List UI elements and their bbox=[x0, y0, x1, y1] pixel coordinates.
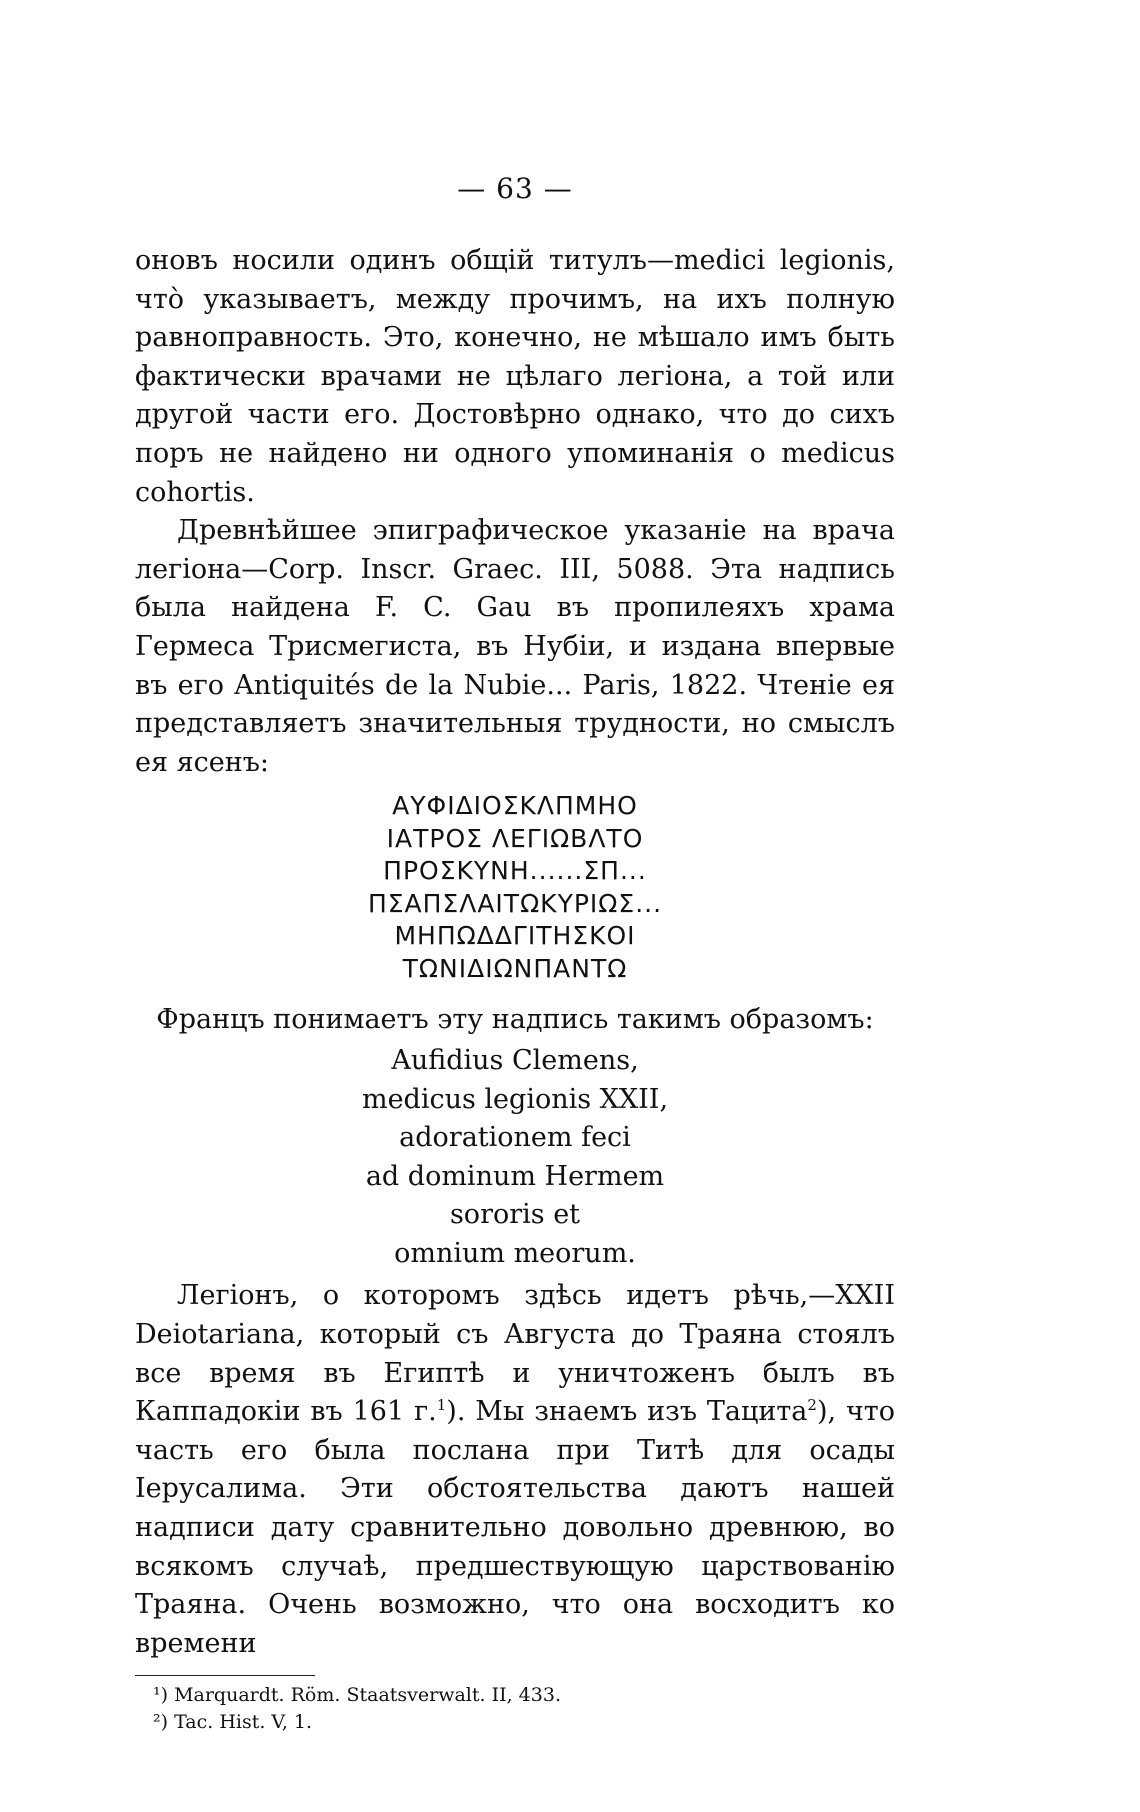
footnote-divider bbox=[135, 1675, 315, 1676]
inscription-line: ΙΑΤΡΟΣ ΛΕΓΙΩΒΛΤΟ bbox=[386, 823, 644, 853]
paragraph-medici-legionis: оновъ носили одинъ общій титулъ—medici legionis, что̀ указываетъ, между прочимъ, на ихъ полную равноправность. Это, конечно, не мѣшало имъ быть фактически врачами не цѣлаго легіона, а той или другой части его. Достовѣрно однако, что до сихъ поръ не найдено ни одного упоминанія о medicus cohortis. bbox=[135, 245, 895, 508]
latin-line: ad dominum Hermem bbox=[365, 1160, 665, 1192]
latin-line: omnium meorum. bbox=[394, 1237, 636, 1269]
page-number: — 63 — bbox=[457, 172, 573, 205]
legion-text-start: Легіонъ, о которомъ здѣсь идетъ рѣчь,—XXII Deiotariana, который съ Августа до Траяна стоялъ все время въ Египтѣ и уничтоженъ былъ въ Каппадокіи въ 161 г. bbox=[135, 1280, 895, 1428]
legion-text-mid: ). Мы знаемъ изъ Тацита bbox=[446, 1396, 808, 1428]
latin-line: sororis et bbox=[449, 1199, 581, 1231]
paragraph-legion-xxii bbox=[135, 1277, 895, 1663]
footnotes bbox=[135, 1682, 895, 1736]
inscription-line: ΠΡΟΣΚΥΝΗ......ΣΠ... bbox=[383, 856, 647, 886]
greek-inscription bbox=[135, 790, 895, 985]
franz-interpretation-line: Францъ понимаетъ эту надпись такимъ образомъ: bbox=[156, 1004, 874, 1036]
document-page bbox=[135, 172, 895, 1736]
inscription-line: ΠΣΑΠΣΛΑΙΤΩΚΥΡΙΩΣ... bbox=[367, 888, 663, 918]
footnote-ref-1[interactable]: 1 bbox=[436, 1396, 447, 1415]
inscription-line: ΤΩΝΙΔΙΩΝΠΑΝΤΩ bbox=[402, 953, 628, 983]
latin-line: Aufidius Clemens, bbox=[391, 1044, 639, 1076]
footnote-ref-2[interactable]: 2 bbox=[807, 1396, 817, 1415]
latin-line: medicus legionis XXII, bbox=[361, 1083, 669, 1115]
inscription-line: ΜΗΠΩΔΔΓΙΤΗΣΚΟΙ bbox=[394, 921, 636, 951]
footnote-2: ²) Tac. Hist. V, 1. bbox=[153, 1711, 313, 1734]
legion-text-end: ), что часть его была послана при Титѣ для осады Іерусалима. Эти обстоятельства даютъ нашей надписи дату сравнительно довольно древнюю, во всякомъ случаѣ, предшествующую царствованію Траяна. Очень возможно, что она восходитъ ко времени bbox=[135, 1396, 895, 1659]
inscription-line: ΑΥΦΙΔΙΟΣΚΛΠΜΗΟ bbox=[392, 791, 638, 821]
latin-line: adorationem feci bbox=[399, 1122, 631, 1154]
footnote-1: ¹) Marquardt. Röm. Staatsverwalt. II, 433. bbox=[153, 1684, 561, 1707]
latin-translation bbox=[135, 1042, 895, 1274]
paragraph-epigraphic-evidence: Древнѣйшее эпиграфическое указаніе на врача легіона—Corp. Inscr. Graec. III, 5088. Эта надпись была найдена F. C. Gau въ пропилеяхъ храма Гермеса Трисмегиста, въ Нубіи, и издана впервые въ его Antiquités de la Nubie... Paris, 1822. Чтеніе ея представляетъ значительныя трудности, но смыслъ ея ясенъ: bbox=[135, 515, 895, 778]
